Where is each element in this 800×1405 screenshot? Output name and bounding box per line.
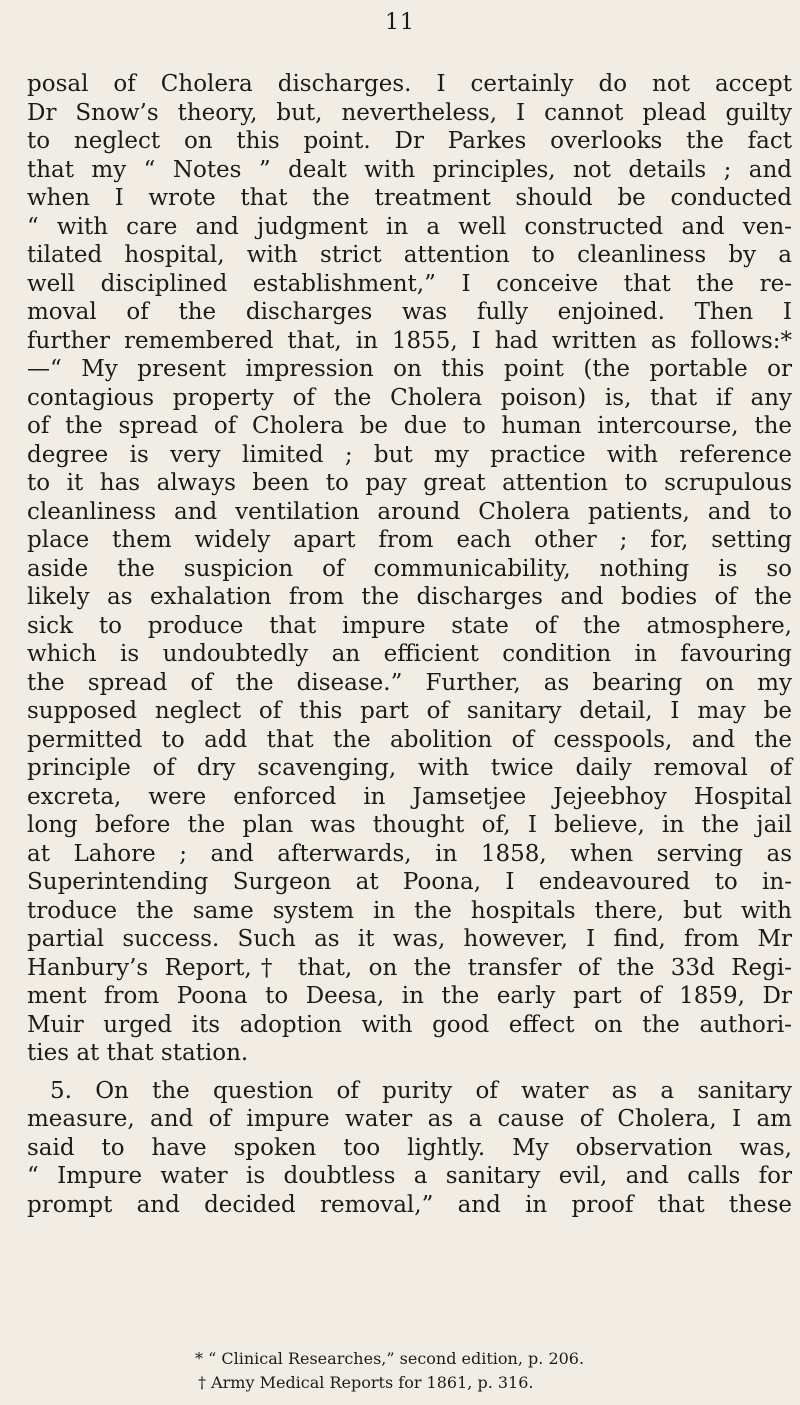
footnote-2: † Army Medical Reports for 1861, p. 316. <box>198 1373 534 1392</box>
text-line: moval of the discharges was fully enjoined. Then I <box>27 299 792 325</box>
paragraph-1 <box>27 70 792 1068</box>
text-line: likely as exhalation from the discharges and bodies of the <box>27 584 792 610</box>
text-line: of the spread of Cholera be due to human intercourse, the <box>27 413 792 439</box>
text-line: ties at that station. <box>27 1040 249 1066</box>
text-line: prompt and decided removal,” and in proof that these <box>27 1191 792 1218</box>
text-line: permitted to add that the abolition of cesspools, and the <box>27 726 792 753</box>
text-line: the spread of the disease.” Further, as bearing on my <box>27 669 792 696</box>
text-line: place them widely apart from each other ; for, setting <box>27 527 792 553</box>
text-line: partial success. Such as it was, however, I find, from Mr <box>27 926 792 952</box>
text-line: —“ My present impression on this point (the portable or <box>27 356 792 382</box>
body-text <box>27 70 792 1219</box>
text-line: “ with care and judgment in a well constructed and ven- <box>27 213 792 240</box>
text-line: well disciplined establishment,” I conceive that the re- <box>27 270 792 297</box>
text-line: Hanbury’s Report,† that, on the transfer of the 33d Regi- <box>27 954 792 981</box>
text-line: excreta, were enforced in Jamsetjee Jejeebhoy Hospital <box>27 783 792 810</box>
text-line: at Lahore ; and afterwards, in 1858, when serving as <box>27 840 792 867</box>
text-line: “ Impure water is doubtless a sanitary evil, and calls for <box>27 1163 792 1189</box>
text-line: tilated hospital, with strict attention to cleanliness by a <box>27 242 792 268</box>
text-line: posal of Cholera discharges. I certainly do not accept <box>27 71 792 97</box>
text-line: contagious property of the Cholera poison) is, that if any <box>27 384 792 411</box>
text-line: principle of dry scavenging, with twice daily removal of <box>27 755 792 781</box>
footnotes <box>0 1347 800 1395</box>
text-line: sick to produce that impure state of the atmosphere, <box>27 612 792 639</box>
text-line: measure, and of impure water as a cause of Cholera, I am <box>27 1106 792 1132</box>
text-line: Muir urged its adoption with good effect on the authori- <box>27 1011 792 1038</box>
text-line: supposed neglect of this part of sanitary detail, I may be <box>27 698 792 724</box>
footnote-1: * “ Clinical Researches,” second edition, p. 206. <box>195 1349 585 1368</box>
text-line: to neglect on this point. Dr Parkes overlooks the fact <box>27 128 792 154</box>
text-line: degree is very limited ; but my practice with reference <box>27 441 792 468</box>
text-line: said to have spoken too lightly. My observation was, <box>27 1134 792 1161</box>
paragraph-2 <box>27 1077 792 1220</box>
text-line: ment from Poona to Deesa, in the early part of 1859, Dr <box>27 983 792 1009</box>
paragraph-spacer <box>27 1068 792 1077</box>
text-line: Superintending Surgeon at Poona, I endeavoured to in- <box>27 869 792 895</box>
text-line: long before the plan was thought of, I believe, in the jail <box>27 812 792 838</box>
text-line: when I wrote that the treatment should be conducted <box>27 185 792 211</box>
page-number: 11 <box>385 10 415 35</box>
text-line: aside the suspicion of communicability, nothing is so <box>27 555 792 582</box>
text-line: that my “ Notes ” dealt with principles, not details ; and <box>27 156 792 183</box>
text-line: 5. On the question of purity of water as a sanitary <box>50 1077 792 1104</box>
text-line: further remembered that, in 1855, I had written as follows:* <box>27 327 792 354</box>
text-line: Dr Snow’s theory, but, nevertheless, I cannot plead guilty <box>27 99 792 126</box>
text-line: which is undoubtedly an efficient condition in favouring <box>27 641 792 667</box>
text-line: to it has always been to pay great attention to scrupulous <box>27 470 792 496</box>
text-line: troduce the same system in the hospitals there, but with <box>27 897 792 924</box>
text-line: cleanliness and ventilation around Cholera patients, and to <box>27 498 792 525</box>
